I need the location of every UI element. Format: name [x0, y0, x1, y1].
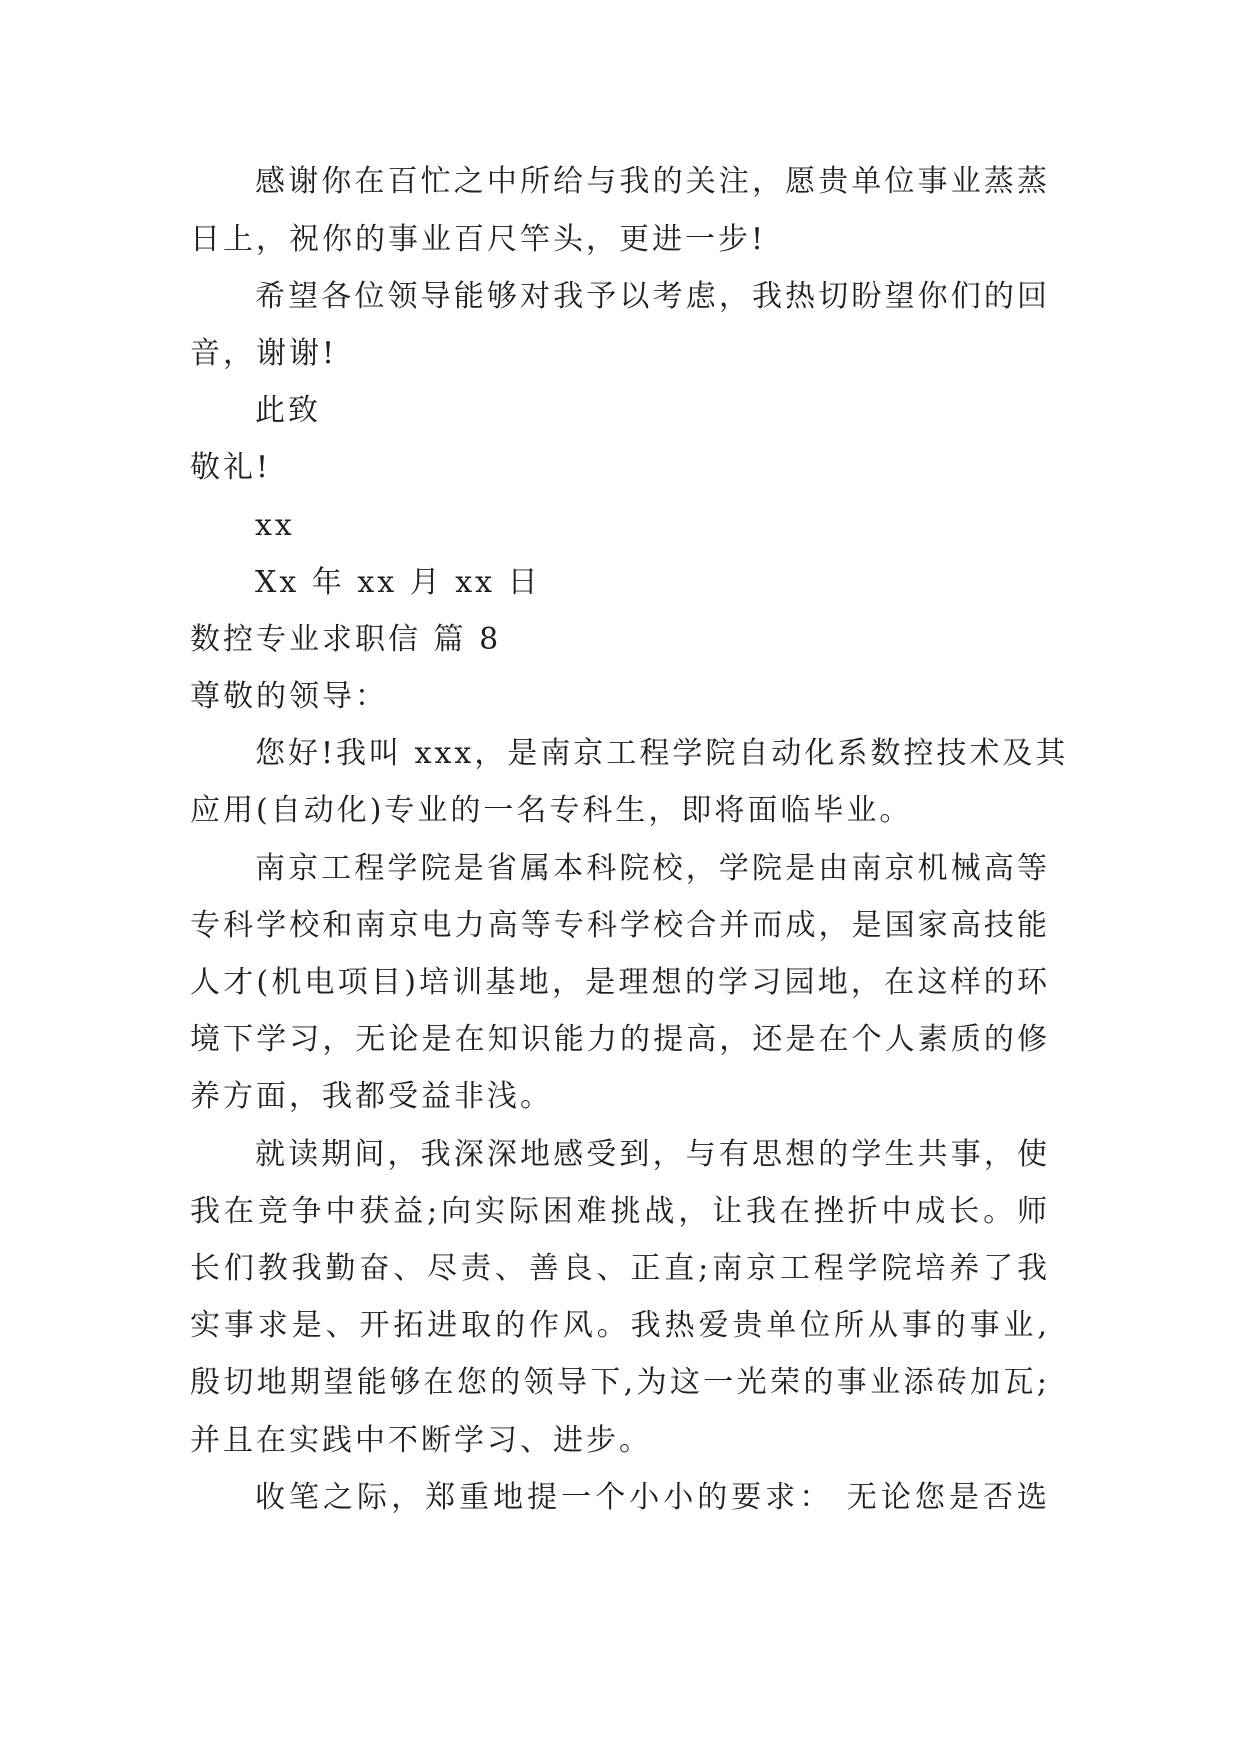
- closing-regards: 敬礼!: [190, 450, 272, 485]
- text-line: 就读期间，我深深地感受到，与有思想的学生共事，使: [255, 1137, 1050, 1172]
- text-line: 境下学习，无论是在知识能力的提高，还是在个人素质的修: [190, 1022, 1050, 1057]
- text-line: 长们教我勤奋、尽责、善良、正直;南京工程学院培养了我: [190, 1251, 1050, 1286]
- text-line: 人才(机电项目)培训基地，是理想的学习园地，在这样的环: [190, 965, 1050, 1000]
- text-line: 南京工程学院是省属本科院校，学院是由南京机械高等: [255, 851, 1050, 886]
- text-line: 我在竞争中获益;向实际困难挑战，让我在挫折中成长。师: [190, 1194, 1050, 1229]
- text-line: 日上，祝你的事业百尺竿头，更进一步!: [190, 222, 767, 257]
- text-line: 养方面，我都受益非浅。: [190, 1079, 553, 1114]
- text-line: 应用(自动化)专业的一名专科生，即将面临毕业。: [190, 793, 913, 828]
- section-title: 数控专业求职信 篇 8: [190, 622, 502, 657]
- text-line: 殷切地期望能够在您的领导下,为这一光荣的事业添砖加瓦;: [190, 1365, 1050, 1400]
- text-line: 您好!我叫 xxx，是南京工程学院自动化系数控技术及其: [255, 736, 1069, 771]
- text-line: 音，谢谢!: [190, 336, 338, 371]
- greeting: 尊敬的领导：: [190, 679, 388, 714]
- text-line: 希望各位领导能够对我予以考虑，我热切盼望你们的回: [255, 279, 1050, 314]
- text-line: 专科学校和南京电力高等专科学校合并而成，是国家高技能: [190, 908, 1050, 943]
- signature-date: Xx 年 xx 月 xx 日: [255, 565, 541, 600]
- text-line: 感谢你在百忙之中所给与我的关注，愿贵单位事业蒸蒸: [255, 164, 1050, 199]
- closing-salutation: 此致: [255, 393, 321, 428]
- signature-name: xx: [255, 508, 295, 543]
- text-line: 并且在实践中不断学习、进步。: [190, 1423, 652, 1458]
- text-line: 收笔之际，郑重地提一个小小的要求： 无论您是否选: [255, 1480, 1050, 1515]
- text-line: 实事求是、开拓进取的作风。我热爱贵单位所从事的事业,: [190, 1308, 1050, 1343]
